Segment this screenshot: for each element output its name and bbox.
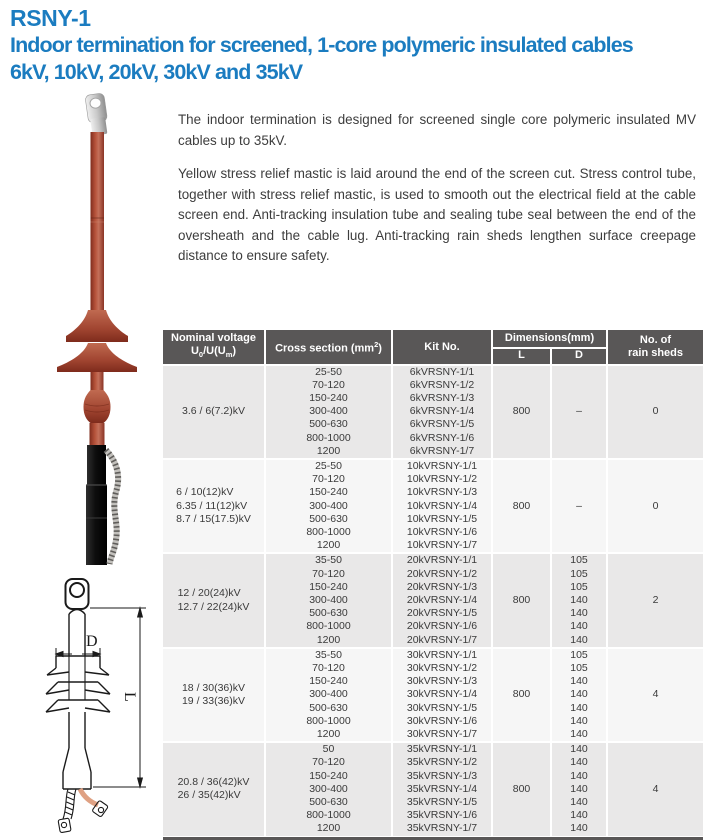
cross-section-cell: 70-120: [265, 756, 392, 769]
cross-section-cell: 800-1000: [265, 809, 392, 822]
dim-l-cell: 800: [492, 365, 551, 459]
cross-section-cell: 500-630: [265, 796, 392, 809]
termination-drawing: [12, 576, 162, 840]
cross-section-cell: 300-400: [265, 500, 392, 513]
dim-d-cell: 140: [551, 742, 607, 756]
kit-no-cell: 35kVRSNY-1/6: [392, 809, 492, 822]
rain-shed-upper: [66, 310, 128, 342]
selection-table-wrap: [163, 330, 703, 840]
kit-no-cell: 10kVRSNY-1/4: [392, 500, 492, 513]
cross-section-cell: 1200: [265, 728, 392, 742]
voltage-cell: 3.6 / 6(7.2)kV: [163, 365, 265, 459]
dim-l-cell: 800: [492, 648, 551, 742]
dim-d-cell: 105: [551, 581, 607, 594]
kit-no-cell: 10kVRSNY-1/6: [392, 526, 492, 539]
cross-section-cell: 70-120: [265, 473, 392, 486]
cross-section-cell: 800-1000: [265, 620, 392, 633]
dim-d-label: D: [86, 633, 98, 650]
kit-no-cell: 30kVRSNY-1/7: [392, 728, 492, 742]
kit-no-cell: 10kVRSNY-1/3: [392, 486, 492, 499]
rain-shed-lower: [57, 343, 137, 372]
drawing-earth-braid: [58, 789, 76, 833]
cross-section-cell: 500-630: [265, 513, 392, 526]
cross-section-cell: 800-1000: [265, 432, 392, 445]
kit-no-cell: 30kVRSNY-1/4: [392, 688, 492, 701]
cross-section-cell: 150-240: [265, 392, 392, 405]
kit-no-cell: 6kVRSNY-1/6: [392, 432, 492, 445]
kit-no-cell: 20kVRSNY-1/7: [392, 634, 492, 648]
col-header-rain-sheds: No. of rain sheds: [607, 330, 703, 365]
kit-no-cell: 30kVRSNY-1/3: [392, 675, 492, 688]
cross-section-cell: 70-120: [265, 379, 392, 392]
cross-section-cell: 150-240: [265, 675, 392, 688]
dim-d-cell: 140: [551, 728, 607, 742]
cross-section-cell: 500-630: [265, 607, 392, 620]
voltage-cell: 6 / 10(12)kV 6.35 / 11(12)kV 8.7 / 15(17.5)kV: [163, 459, 265, 553]
cross-section-cell: 1200: [265, 445, 392, 459]
kit-no-cell: 10kVRSNY-1/1: [392, 459, 492, 473]
product-voltage-line: 6kV, 10kV, 20kV, 30kV and 35kV: [10, 60, 303, 84]
cross-section-cell: 300-400: [265, 783, 392, 796]
drawing-earth-wire: [80, 789, 98, 805]
cable-lug: [85, 93, 110, 136]
dim-d-cell: 140: [551, 783, 607, 796]
rain-sheds-cell: 0: [607, 459, 703, 553]
voltage-cell: 18 / 30(36)kV 19 / 33(36)kV: [163, 648, 265, 742]
dim-d-cell: 105: [551, 568, 607, 581]
kit-no-cell: 20kVRSNY-1/2: [392, 568, 492, 581]
kit-no-cell: 30kVRSNY-1/5: [392, 702, 492, 715]
cross-section-cell: 500-630: [265, 702, 392, 715]
table-row: [163, 648, 703, 662]
cross-section-cell: 300-400: [265, 405, 392, 418]
kit-no-cell: 6kVRSNY-1/2: [392, 379, 492, 392]
cross-section-cell: 50: [265, 742, 392, 756]
kit-no-cell: 6kVRSNY-1/1: [392, 365, 492, 379]
voltage-cell: 12 / 20(24)kV 12.7 / 22(24)kV: [163, 553, 265, 647]
termination-photo: [40, 90, 150, 565]
kit-no-cell: 6kVRSNY-1/3: [392, 392, 492, 405]
table-row: [163, 365, 703, 379]
cross-section-cell: 35-50: [265, 553, 392, 567]
dim-d-cell: 140: [551, 634, 607, 648]
kit-no-cell: 30kVRSNY-1/2: [392, 662, 492, 675]
dim-l-cell: 800: [492, 553, 551, 647]
dim-d-cell: –: [551, 459, 607, 553]
page-title: [10, 5, 702, 86]
dim-l-cell: 800: [492, 742, 551, 835]
kit-no-cell: 20kVRSNY-1/1: [392, 553, 492, 567]
dim-d-cell: 140: [551, 607, 607, 620]
col-header-voltage: Nominal voltage $U_0/U(U_m)$: [163, 330, 265, 365]
dim-d-cell: 140: [551, 796, 607, 809]
kit-no-cell: 20kVRSNY-1/6: [392, 620, 492, 633]
kit-no-cell: 35kVRSNY-1/2: [392, 756, 492, 769]
dim-d-cell: 140: [551, 688, 607, 701]
rain-sheds-cell: 2: [607, 553, 703, 647]
kit-no-cell: 30kVRSNY-1/6: [392, 715, 492, 728]
product-table-body: [163, 365, 703, 836]
col-header-dim-l: L: [492, 348, 551, 365]
cross-section-cell: 70-120: [265, 662, 392, 675]
cross-section-cell: 500-630: [265, 418, 392, 431]
product-title-line: Indoor termination for screened, 1-core polymeric insulated cables: [10, 33, 633, 57]
cross-section-cell: 800-1000: [265, 526, 392, 539]
dim-l-cell: 800: [492, 459, 551, 553]
kit-no-cell: 10kVRSNY-1/5: [392, 513, 492, 526]
cross-section-cell: 300-400: [265, 688, 392, 701]
kit-no-cell: 30kVRSNY-1/1: [392, 648, 492, 662]
dim-d-cell: –: [551, 365, 607, 459]
intro-paragraph-1: The indoor termination is designed for screened single core polymeric insulated MV cables up to 35kV.: [178, 112, 696, 148]
cross-section-cell: 300-400: [265, 594, 392, 607]
table-row: [163, 742, 703, 756]
cross-section-cell: 800-1000: [265, 715, 392, 728]
stress-cone: [84, 390, 111, 423]
kit-no-cell: 35kVRSNY-1/7: [392, 822, 492, 835]
rain-sheds-cell: 4: [607, 742, 703, 835]
dim-d-cell: 140: [551, 756, 607, 769]
earth-braid: [106, 450, 118, 564]
kit-no-cell: 6kVRSNY-1/4: [392, 405, 492, 418]
voltage-cell: 20.8 / 36(42)kV 26 / 35(42)kV: [163, 742, 265, 835]
kit-no-cell: 35kVRSNY-1/4: [392, 783, 492, 796]
kit-no-cell: 35kVRSNY-1/3: [392, 770, 492, 783]
kit-no-cell: 20kVRSNY-1/4: [392, 594, 492, 607]
col-header-kit-no: Kit No.: [392, 330, 492, 365]
dim-d-cell: 140: [551, 770, 607, 783]
col-header-dimensions: Dimensions(mm): [492, 330, 607, 348]
col-header-cross-section: Cross section $(mm^2)$: [265, 330, 392, 365]
intro-text: [178, 110, 696, 280]
cross-section-cell: 25-50: [265, 365, 392, 379]
cross-section-cell: 150-240: [265, 581, 392, 594]
kit-no-cell: 10kVRSNY-1/7: [392, 539, 492, 553]
cross-section-cell: 25-50: [265, 459, 392, 473]
cross-section-cell: 70-120: [265, 568, 392, 581]
dim-d-cell: 105: [551, 662, 607, 675]
kit-no-cell: 35kVRSNY-1/1: [392, 742, 492, 756]
intro-paragraph-2: Yellow stress relief mastic is laid around the end of the screen cut. Stress control tube, together with stress relief mastic, is used to smooth out the electrical field at the cable screen end. Anti-tracking insulation tube and sealing tube seal between the end of the oversheath and the cable lug. Anti-tracking rain sheds lengthen surface creepage distance to ensure safety.: [178, 166, 696, 263]
dim-d-cell: 140: [551, 620, 607, 633]
dim-d-cell: 140: [551, 675, 607, 688]
dim-d-cell: 105: [551, 553, 607, 567]
kit-no-cell: 10kVRSNY-1/2: [392, 473, 492, 486]
dim-d-cell: 140: [551, 822, 607, 835]
dim-d-cell: 140: [551, 702, 607, 715]
kit-no-cell: 20kVRSNY-1/3: [392, 581, 492, 594]
cross-section-cell: 1200: [265, 634, 392, 648]
kit-no-cell: 35kVRSNY-1/5: [392, 796, 492, 809]
cross-section-cell: 1200: [265, 822, 392, 835]
dim-d-cell: 140: [551, 809, 607, 822]
dim-d-cell: 105: [551, 648, 607, 662]
table-bottom-bar: [163, 837, 703, 840]
rain-sheds-cell: 0: [607, 365, 703, 459]
dim-l-label: L: [121, 692, 138, 702]
dim-d-cell: 140: [551, 715, 607, 728]
cross-section-cell: 150-240: [265, 770, 392, 783]
anti-tracking-tube: [91, 132, 105, 310]
kit-no-cell: 20kVRSNY-1/5: [392, 607, 492, 620]
cross-section-cell: 1200: [265, 539, 392, 553]
kit-no-cell: 6kVRSNY-1/7: [392, 445, 492, 459]
col-header-dim-d: D: [551, 348, 607, 365]
kit-no-cell: 6kVRSNY-1/5: [392, 418, 492, 431]
product-code: RSNY-1: [10, 5, 91, 31]
table-row: [163, 459, 703, 473]
cross-section-cell: 150-240: [265, 486, 392, 499]
rain-sheds-cell: 4: [607, 648, 703, 742]
product-selection-table: [163, 330, 703, 836]
table-row: [163, 553, 703, 567]
cross-section-cell: 35-50: [265, 648, 392, 662]
dim-d-cell: 140: [551, 594, 607, 607]
